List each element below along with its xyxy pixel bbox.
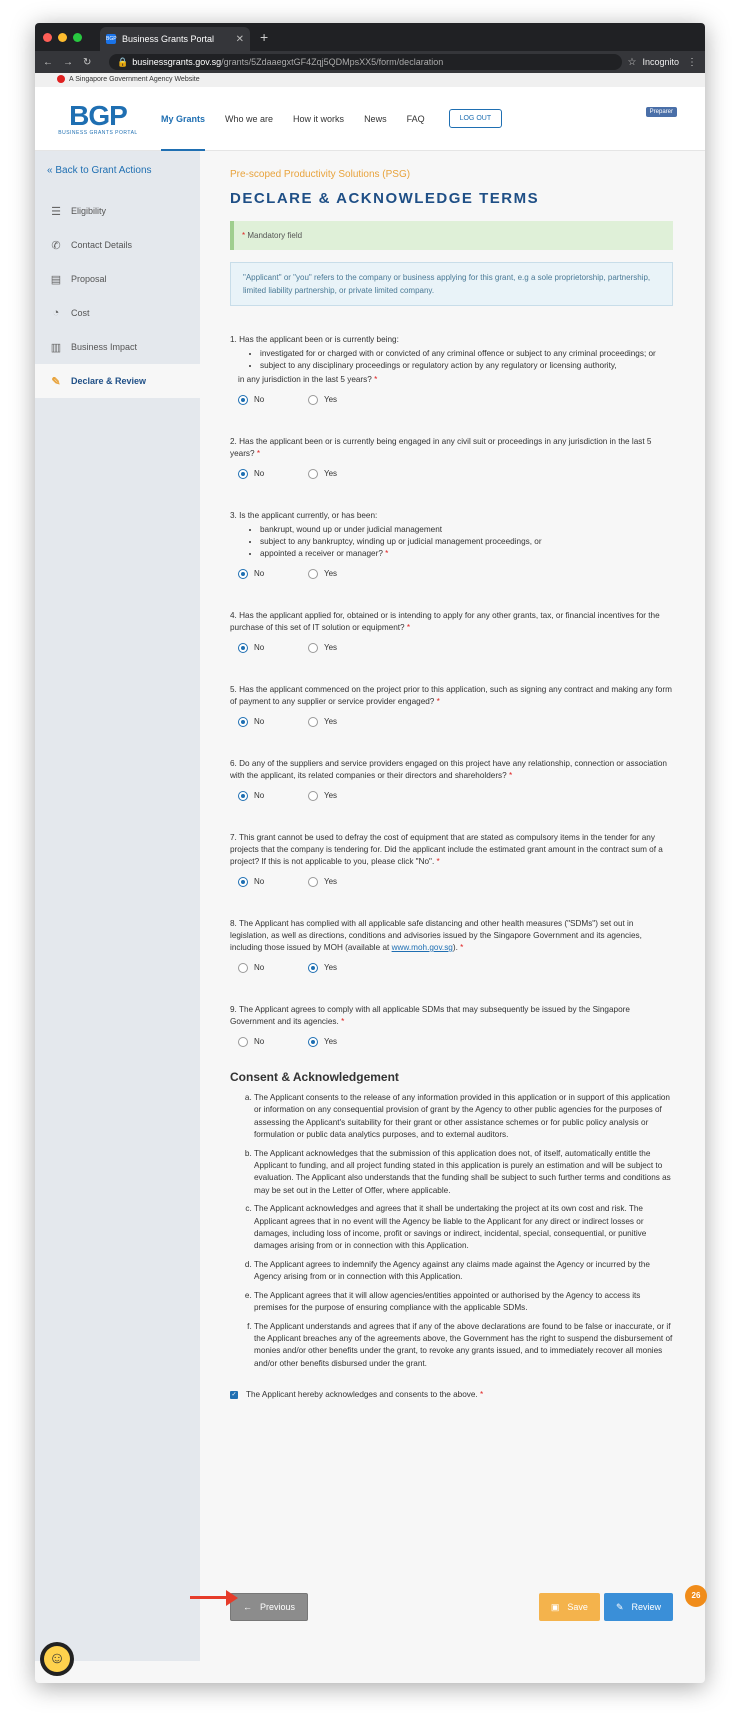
sidebar: [35, 151, 200, 1661]
favicon-icon: BGP: [106, 36, 117, 42]
question-2: 2. Has the applicant been or is currently being engaged in any civil suit or proceedings in any jurisdiction in the last 5 years? * No Yes: [230, 436, 673, 480]
radio-empty-icon: [238, 1037, 248, 1047]
consent-list: [230, 1092, 673, 1370]
list-icon: ☰: [51, 205, 61, 218]
reload-icon[interactable]: ↻: [83, 56, 92, 68]
url-host: businessgrants.gov.sg: [132, 57, 222, 67]
question-text: in any jurisdiction in the last 5 years?: [238, 375, 372, 384]
mandatory-note: * Mandatory field: [230, 221, 673, 250]
question-3: 3. Is the applicant currently, or has been: • bankrupt, wound up or under judicial management • subject to any bankruptcy, winding up or judicial management proceedings, or • appointed a receiver or manager? * No Yes: [230, 510, 673, 580]
acknowledge-row: ✓ The Applicant hereby acknowledges and consents to the above. *: [231, 1390, 484, 1400]
review-label: Review: [631, 1602, 661, 1612]
role-badge: Preparer: [646, 107, 677, 117]
close-tab-icon[interactable]: ✕: [235, 33, 244, 45]
consent-item: e. The Applicant agrees that it will allow agencies/entities appointed or authorised by the Agency to access its premises for the purpose of ensuring compliance with the applicable SDMs.: [254, 1290, 673, 1315]
radio-no[interactable]: [238, 642, 308, 654]
radio-selected-icon: [238, 717, 248, 727]
bar-chart-icon: ▥: [50, 341, 62, 354]
consent-item: b. The Applicant acknowledges that the submission of this application does not, of itself, automatically entitle the Applicant to funding, and all project funding stated in this application is purely an estimation and will be subject to evaluation. The Applicant also understands that the funding shall be subject to such further terms and conditions as may be set out in the Letter of Offer, where applicable.: [254, 1148, 673, 1198]
radio-label: No: [254, 791, 265, 800]
consent-item: f. The Applicant understands and agrees that if any of the above declarations are found to be false or inaccurate, or if the Applicant breaches any of the agreements above, the Government has the right to suspend the disbursement of monies and/or other benefits under the grant, to revoke any grants issued, and to immediately recover all monies and/or other benefits disbursed under the grant.: [254, 1321, 673, 1371]
sidebar-label: Eligibility: [71, 206, 107, 216]
review-icon: ✎: [615, 1601, 624, 1612]
radio-label: No: [254, 963, 265, 972]
radio-no[interactable]: [238, 716, 308, 728]
grant-name: Pre-scoped Productivity Solutions (PSG): [230, 169, 411, 180]
radio-label: Yes: [324, 877, 338, 886]
radio-selected-icon: [308, 1037, 318, 1047]
logout-button[interactable]: LOG OUT: [449, 109, 503, 128]
back-icon[interactable]: ←: [43, 56, 53, 68]
notification-badge[interactable]: 26: [685, 1585, 707, 1607]
tab-bar: [35, 23, 705, 51]
question-text: 9. The Applicant agrees to comply with all applicable SDMs that may subsequently be issued by the Singapore Government and its agencies.: [230, 1005, 630, 1026]
question-text: 8. The Applicant has complied with all applicable safe distancing and other health measures ("SDMs") set out in legislation, as well as directions, conditions and advisories issued by the Singapore Government and its agencies, including those issued by MOH (available at: [230, 919, 642, 952]
radio-group: [230, 1036, 673, 1048]
save-button[interactable]: [539, 1593, 600, 1621]
minimize-window-icon[interactable]: [58, 33, 67, 42]
question-bullet: • subject to any disciplinary proceedings or regulatory action by any regulatory or licensing authority,: [260, 360, 673, 372]
tab-title: Business Grants Portal: [122, 34, 215, 44]
save-label: Save: [567, 1602, 588, 1612]
sidebar-label: Declare & Review: [71, 376, 147, 386]
radio-empty-icon: [308, 469, 318, 479]
question-bullet: appointed a receiver or manager?: [260, 549, 383, 558]
save-icon: ▣: [550, 1601, 560, 1612]
sidebar-item-eligibility[interactable]: [35, 194, 200, 228]
gov-banner: [35, 73, 705, 87]
consent-item: a. The Applicant consents to the release of any information provided in this application or in support of this application or information on any consequential provision of grant by the Agency to other public agencies for the purposes of assessing the Applicant's suitability for their grant or other assistance schemes or for public policy analysis or formulation or public data analytics purposes, and to external auditors.: [254, 1092, 673, 1142]
annotation-arrowhead: [226, 1590, 238, 1606]
question-text: 6. Do any of the suppliers and service providers engaged on this project have any relationship, connection or association with the applicant, its related companies or their directors and shareholders?: [230, 759, 667, 780]
question-4: 4. Has the applicant applied for, obtained or is intending to apply for any other grants, tax, or financial incentives for the purchase of this set of IT solution or equipment? * No Yes: [230, 610, 673, 654]
previous-label: Previous: [260, 1602, 296, 1612]
sidebar-label: Business Impact: [71, 342, 138, 352]
feedback-button[interactable]: [40, 1642, 74, 1676]
consent-item: d. The Applicant agrees to indemnify the Agency against any claims made against the Agency or incurred by the Agency arising from or in connection with this Application.: [254, 1259, 673, 1284]
radio-label: No: [254, 569, 265, 578]
question-bullet: • bankrupt, wound up or under judicial management: [260, 524, 673, 536]
radio-empty-icon: [308, 643, 318, 653]
radio-empty-icon: [308, 791, 318, 801]
radio-label: No: [254, 643, 265, 652]
radio-selected-icon: [238, 469, 248, 479]
back-chevron-icon: «: [47, 165, 53, 176]
lion-icon: [57, 75, 65, 83]
annotation-arrow: [190, 1596, 228, 1599]
logo[interactable]: [53, 99, 143, 136]
radio-label: Yes: [324, 963, 338, 972]
question-bullet: • subject to any bankruptcy, winding up or judicial management proceedings, or: [260, 536, 673, 548]
radio-no[interactable]: [238, 790, 308, 802]
radio-label: Yes: [324, 469, 338, 478]
nav-faq[interactable]: FAQ: [406, 113, 425, 124]
radio-label: Yes: [324, 395, 338, 404]
radio-yes[interactable]: [308, 568, 378, 580]
radio-no[interactable]: [238, 394, 308, 406]
question-8: 8. The Applicant has complied with all applicable safe distancing and other health measures ("SDMs") set out in legislation, as well as directions, conditions and advisories issued by the Singapore Government and its agencies, including those issued by MOH (available at www.moh.gov.sg). * No Yes: [230, 918, 673, 974]
question-text: 2. Has the applicant been or is currently being engaged in any civil suit or proceedings in any jurisdiction in the last 5 years?: [230, 437, 652, 458]
mandatory-text: Mandatory field: [247, 231, 303, 240]
gov-banner-text: A Singapore Government Agency Website: [69, 76, 200, 83]
phone-icon: ✆: [51, 239, 61, 252]
radio-selected-icon: [238, 877, 248, 887]
forward-icon[interactable]: →: [63, 56, 73, 68]
url-path: /grants/5ZdaaegxtGF4Zqj5QDMpsXX5/form/declaration: [221, 57, 444, 67]
radio-group: [230, 790, 673, 802]
radio-empty-icon: [308, 877, 318, 887]
star-icon[interactable]: ☆: [627, 56, 637, 68]
radio-label: No: [254, 877, 265, 886]
radio-yes[interactable]: [308, 1036, 378, 1048]
sidebar-item-declare-review[interactable]: [35, 364, 200, 398]
radio-group: [230, 642, 673, 654]
radio-label: No: [254, 1037, 265, 1046]
radio-no[interactable]: [238, 568, 308, 580]
radio-no[interactable]: [238, 876, 308, 888]
browser-tab[interactable]: [100, 27, 250, 51]
incognito-label: Incognito: [642, 57, 679, 67]
radio-label: Yes: [324, 643, 338, 652]
radio-group: [230, 962, 673, 974]
question-7: 7. This grant cannot be used to defray the cost of equipment that are stated as compulsory items in the tender for any projects that the company is tendering for. Did the applicant include the estimated grant amount in the contract sum of a project? If this is not applicable to you, please click "No". * No Yes: [230, 832, 673, 888]
piggy-bank-icon: ◔: [52, 307, 60, 319]
sidebar-item-contact[interactable]: [35, 228, 200, 262]
radio-label: No: [254, 469, 265, 478]
question-text: 3. Is the applicant currently, or has been:: [230, 511, 378, 520]
browser-window: [35, 23, 705, 1683]
radio-empty-icon: [238, 963, 248, 973]
previous-button[interactable]: [230, 1593, 308, 1621]
sidebar-item-business-impact[interactable]: [35, 330, 200, 364]
back-label: Back to Grant Actions: [55, 165, 152, 176]
smiley-icon: ☺: [44, 1646, 70, 1672]
radio-label: Yes: [324, 717, 338, 726]
sidebar-label: Contact Details: [71, 240, 133, 250]
radio-empty-icon: [308, 569, 318, 579]
document-icon: ▤: [50, 273, 62, 286]
nav-news[interactable]: News: [364, 113, 387, 124]
radio-selected-icon: [308, 963, 318, 973]
radio-selected-icon: [238, 643, 248, 653]
radio-yes[interactable]: [308, 876, 378, 888]
radio-empty-icon: [308, 717, 318, 727]
new-tab-icon[interactable]: +: [260, 29, 269, 45]
radio-group: [230, 468, 673, 480]
radio-group: [230, 876, 673, 888]
radio-yes[interactable]: [308, 642, 378, 654]
radio-selected-icon: [238, 791, 248, 801]
radio-no[interactable]: [238, 962, 308, 974]
menu-icon[interactable]: ⋮: [687, 56, 697, 68]
radio-selected-icon: [238, 569, 248, 579]
question-text: 4. Has the applicant applied for, obtained or is intending to apply for any other grants, tax, or financial incentives for the purchase of this set of IT solution or equipment?: [230, 611, 660, 632]
nav-how-it-works[interactable]: How it works: [293, 113, 345, 124]
radio-label: No: [254, 717, 265, 726]
radio-yes[interactable]: [308, 716, 378, 728]
sidebar-label: Cost: [71, 308, 90, 318]
question-5: 5. Has the applicant commenced on the project prior to this application, such as signing any contract and making any form of payment to any supplier or service provider engaged? * No Yes: [230, 685, 672, 726]
acknowledge-checkbox[interactable]: ✓: [231, 1391, 237, 1398]
pen-icon: ✎: [51, 375, 61, 388]
back-to-grant-actions[interactable]: [35, 165, 200, 194]
radio-label: Yes: [324, 1037, 338, 1046]
radio-label: Yes: [324, 569, 338, 578]
radio-empty-icon: [308, 395, 318, 405]
question-6: 6. Do any of the suppliers and service providers engaged on this project have any relationship, connection or association with the applicant, its related companies or their directors and shareholders? * No Yes: [230, 758, 673, 802]
url-input[interactable]: [109, 54, 622, 70]
consent-title: Consent & Acknowledgement: [230, 1070, 399, 1084]
acknowledge-label: The Applicant hereby acknowledges and consents to the above.: [246, 1390, 478, 1400]
sidebar-item-proposal[interactable]: [35, 262, 200, 296]
radio-yes[interactable]: [308, 394, 378, 406]
question-1: 1. Has the applicant been or is currently being: • investigated for or charged with or convicted of any criminal offence or subject to any criminal proceedings; or • subject to any disciplinary proceedings or regulatory action by any regulatory or licensing authority, in any jurisdiction in the last 5 years? * No Yes: [230, 334, 673, 406]
question-text: 1. Has the applicant been or is currently being:: [230, 335, 399, 344]
sidebar-item-cost[interactable]: [35, 296, 200, 330]
info-box: "Applicant" or "you" refers to the company or business applying for this grant, e.g a sole proprietorship, partnership, limited liability partnership, or private limited company.: [230, 262, 673, 306]
arrow-left-icon: ←: [243, 1602, 252, 1612]
radio-group: [230, 568, 673, 580]
logo-sub: BUSINESS GRANTS PORTAL: [58, 129, 138, 136]
question-9: 9. The Applicant agrees to comply with all applicable SDMs that may subsequently be issued by the Singapore Government and its agencies. * No Yes: [230, 1004, 673, 1048]
main-content: [200, 151, 705, 1661]
page-title: DECLARE & ACKNOWLEDGE TERMS: [230, 190, 540, 207]
maximize-window-icon[interactable]: [73, 33, 82, 42]
review-button[interactable]: [604, 1593, 673, 1621]
radio-yes[interactable]: [308, 962, 378, 974]
nav-who-we-are[interactable]: Who we are: [225, 113, 274, 124]
form-footer: [230, 1593, 673, 1621]
radio-label: Yes: [324, 791, 338, 800]
main-nav: [161, 87, 502, 151]
sidebar-label: Proposal: [71, 274, 107, 284]
question-text: 5. Has the applicant commenced on the project prior to this application, such as signing any contract and making any form of payment to any supplier or service provider engaged?: [230, 685, 672, 706]
radio-yes[interactable]: [308, 468, 378, 480]
logo-text: BGP: [69, 99, 127, 131]
radio-no[interactable]: [238, 468, 308, 480]
user-info: [642, 107, 677, 117]
lock-icon: 🔒: [117, 56, 129, 67]
question-text: 7. This grant cannot be used to defray the cost of equipment that are stated as compulsory items in the tender for any projects that the company is tendering for. Did the applicant include the estimated grant amount in the contract sum of a project? If this is not applicable to you, please click "No".: [230, 833, 663, 866]
radio-yes[interactable]: [308, 790, 378, 802]
site-header: [35, 87, 705, 151]
radio-group: [230, 394, 673, 406]
nav-my-grants[interactable]: My Grants: [161, 87, 205, 151]
consent-item: c. The Applicant acknowledges and agrees that it shall be undertaking the project at its own cost and risk. The Applicant agrees that in no event will the Agency be liable to the Applicant for any direct or indirect losses or damages, including loss of income, profit or savings or indirect, incidental, special, consequential, or punitive damages arising from or in connection with this Application.: [254, 1203, 673, 1253]
close-window-icon[interactable]: [43, 33, 52, 42]
moh-link[interactable]: www.moh.gov.sg: [391, 943, 453, 952]
question-bullet: • investigated for or charged with or convicted of any criminal offence or subject to any criminal proceedings; or: [260, 348, 673, 360]
radio-group: [230, 716, 673, 728]
address-bar-row: [35, 51, 705, 73]
radio-no[interactable]: [238, 1036, 308, 1048]
radio-label: No: [254, 395, 265, 404]
radio-selected-icon: [238, 395, 248, 405]
